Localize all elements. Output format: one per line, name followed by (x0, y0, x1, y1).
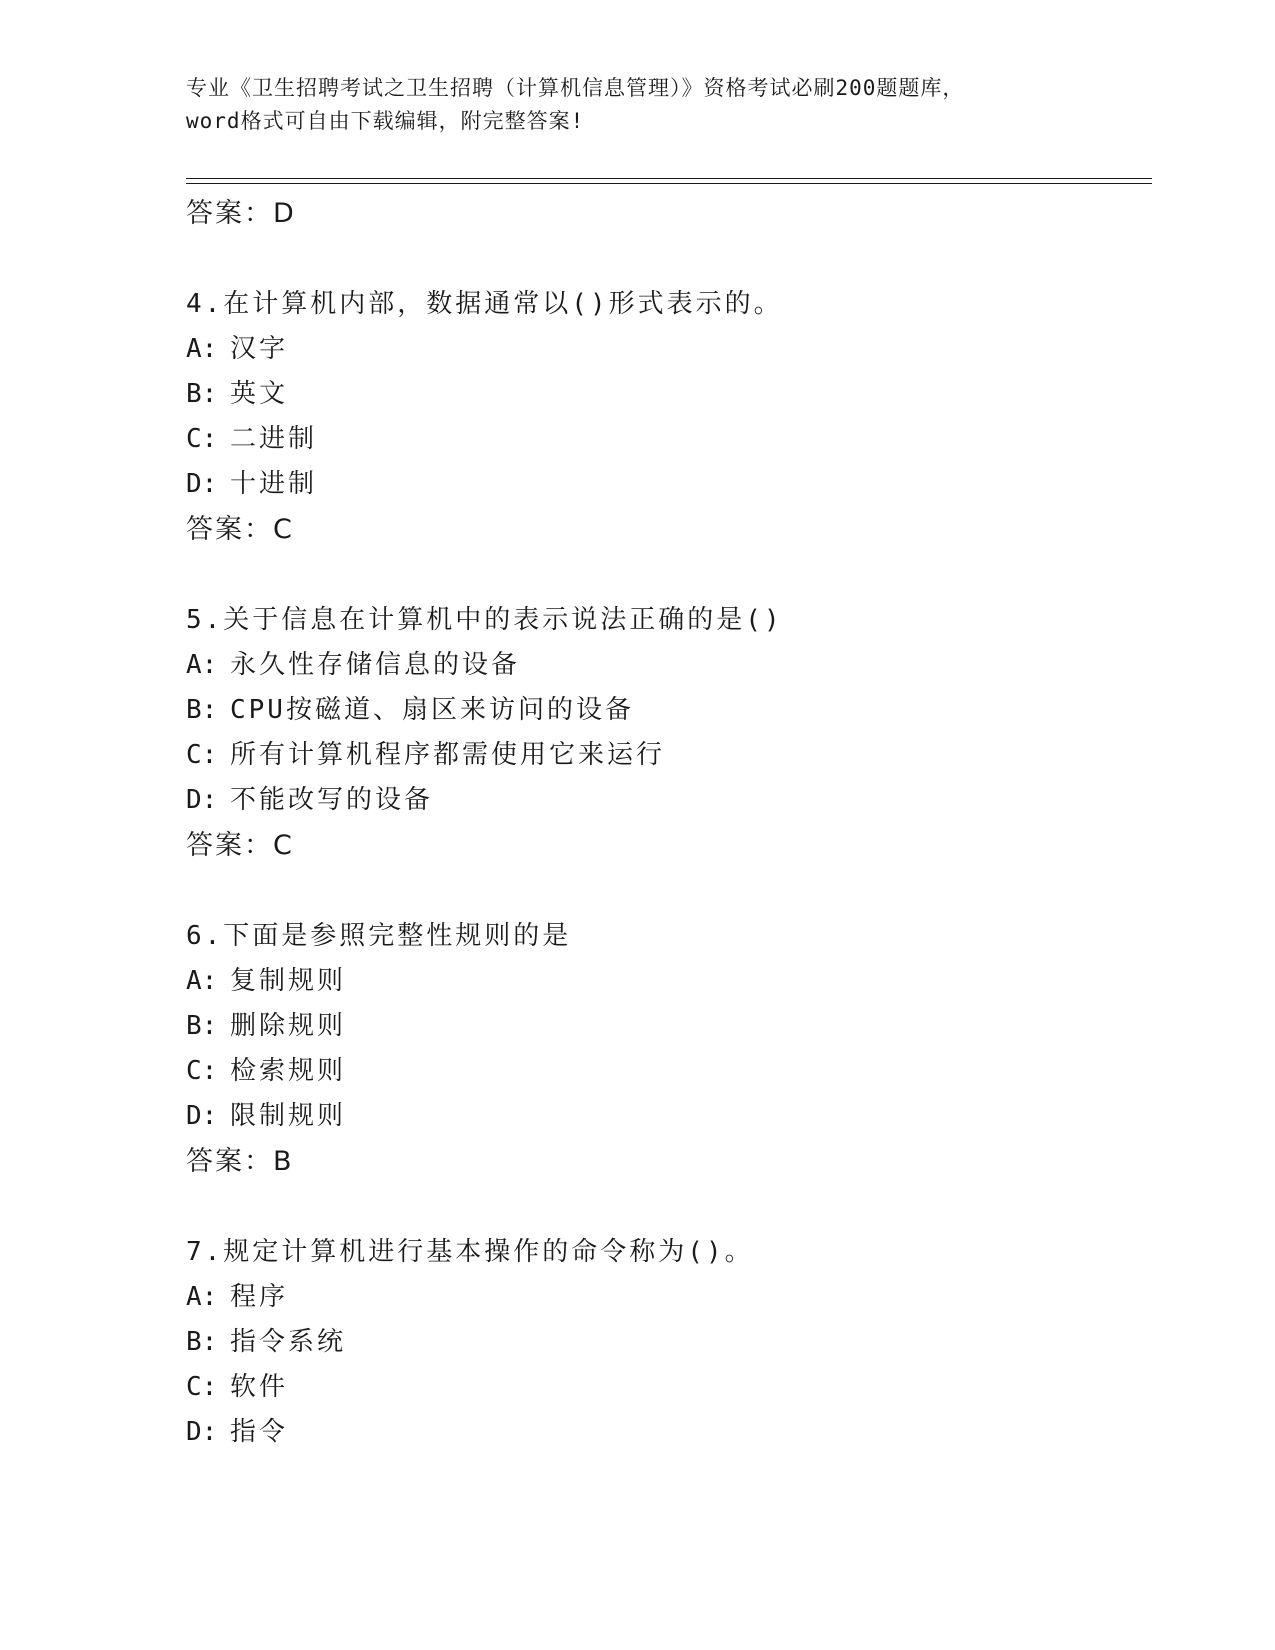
option-letter: C: (186, 424, 218, 454)
option-b (186, 1004, 1146, 1049)
header-rule-bottom (186, 183, 1152, 184)
question-text: 7.规定计算机进行基本操作的命令称为()。 (186, 1237, 754, 1267)
question-block-7 (186, 1230, 1146, 1455)
option-d (186, 1094, 1146, 1139)
option-text: 程序 (230, 1282, 289, 1312)
option-c (186, 1049, 1146, 1094)
option-text: 英文 (230, 379, 289, 409)
option-text: 永久性存储信息的设备 (230, 650, 521, 680)
option-letter: D: (186, 785, 218, 815)
question-block-6 (186, 914, 1146, 1184)
header-line-1: 专业《卫生招聘考试之卫生招聘（计算机信息管理）》资格考试必刷200题题库， (186, 76, 965, 100)
document-header (186, 72, 1086, 138)
option-letter: B: (186, 379, 218, 409)
option-text: 所有计算机程序都需使用它来运行 (230, 740, 666, 770)
option-letter: A: (186, 1282, 218, 1312)
header-line-2: word格式可自由下载编辑，附完整答案! (186, 109, 585, 133)
question-text: 5.关于信息在计算机中的表示说法正确的是() (186, 605, 783, 635)
option-letter: D: (186, 1417, 218, 1447)
option-letter: B: (186, 1011, 218, 1041)
answer-text: 答案：B (186, 1146, 294, 1177)
option-d (186, 1410, 1146, 1455)
answer-text: 答案：C (186, 514, 294, 545)
option-letter: D: (186, 1101, 218, 1131)
option-c (186, 733, 1146, 778)
option-text: 十进制 (230, 469, 318, 499)
option-a (186, 643, 1146, 688)
option-d (186, 462, 1146, 507)
option-b (186, 1320, 1146, 1365)
option-text: 汉字 (230, 334, 289, 364)
question-list (186, 191, 1146, 1455)
option-text: 指令 (230, 1417, 289, 1447)
option-b (186, 372, 1146, 417)
option-letter: B: (186, 1327, 218, 1357)
option-text: 二进制 (230, 424, 318, 454)
option-d (186, 778, 1146, 823)
option-letter: D: (186, 469, 218, 499)
option-text: 删除规则 (230, 1011, 347, 1041)
option-a (186, 327, 1146, 372)
option-text: 限制规则 (230, 1101, 347, 1131)
question-text: 6.下面是参照完整性规则的是 (186, 921, 572, 951)
option-text: 指令系统 (230, 1327, 347, 1357)
option-text: 软件 (230, 1372, 289, 1402)
option-c (186, 1365, 1146, 1410)
option-text: 不能改写的设备 (230, 785, 434, 815)
header-rule-top (186, 178, 1152, 179)
option-letter: C: (186, 1372, 218, 1402)
option-c (186, 417, 1146, 462)
option-a (186, 1275, 1146, 1320)
option-letter: A: (186, 650, 218, 680)
option-a (186, 959, 1146, 1004)
question-text: 4.在计算机内部，数据通常以()形式表示的。 (186, 289, 783, 319)
answer-text: 答案：C (186, 830, 294, 861)
previous-answer: 答案：D (186, 198, 296, 229)
question-block-4 (186, 282, 1146, 552)
option-text: 检索规则 (230, 1056, 347, 1086)
option-letter: C: (186, 740, 218, 770)
option-letter: A: (186, 334, 218, 364)
option-text: CPU按磁道、扇区来访问的设备 (230, 695, 634, 725)
question-block-5 (186, 598, 1146, 868)
option-text: 复制规则 (230, 966, 347, 996)
option-letter: B: (186, 695, 218, 725)
option-letter: C: (186, 1056, 218, 1086)
option-letter: A: (186, 966, 218, 996)
option-b (186, 688, 1146, 733)
